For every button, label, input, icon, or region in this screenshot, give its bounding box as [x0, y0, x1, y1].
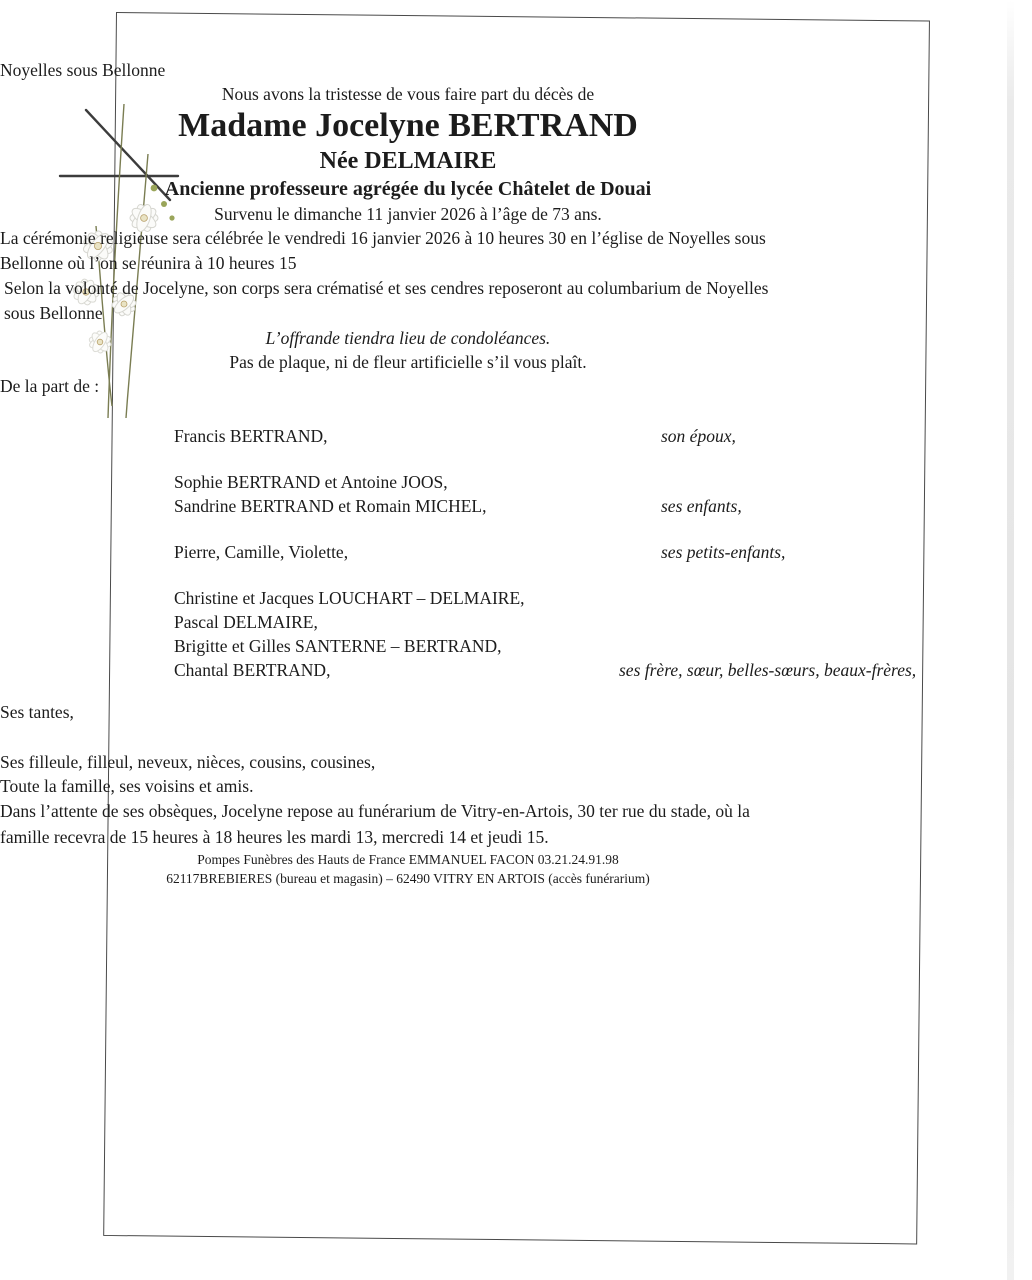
- family-group-children: [174, 470, 1032, 518]
- relation-label: ses petits-enfants,: [661, 542, 786, 562]
- footer-line-2: 62117BREBIERES (bureau et magasin) – 62490 VITRY EN ARTOIS (accès funérarium): [166, 871, 650, 886]
- city-line: Noyelles sous Bellonne: [0, 60, 166, 80]
- family-group-grandchildren: [174, 540, 1032, 564]
- intro-line: Nous avons la tristesse de vous faire part du décès de: [221, 84, 595, 104]
- relation-label: son époux,: [661, 426, 736, 446]
- family-member: Pascal DELMAIRE,: [174, 612, 318, 632]
- family-group-extended: Ses filleule, filleul, neveux, nièces, cousins, cousines,: [0, 752, 376, 772]
- deceased-name: Madame Jocelyne BERTRAND: [178, 107, 638, 144]
- funeral-home-footer: [0, 850, 816, 888]
- cremation-paragraph: Selon la volonté de Jocelyne, son corps sera crématisé et ses cendres reposeront au columbarium de Noyelles sous Bellonne: [4, 278, 769, 323]
- no-plaque-line: Pas de plaque, ni de fleur artificielle s’il vous plaît.: [229, 352, 587, 372]
- family-group-siblings: [174, 586, 1032, 682]
- family-group-spouse: [174, 424, 1032, 448]
- from-label: De la part de :: [0, 376, 100, 396]
- death-date-line: Survenu le dimanche 11 janvier 2026 à l’âge de 73 ans.: [214, 204, 602, 224]
- family-member: Brigitte et Gilles SANTERNE – BERTRAND,: [174, 636, 502, 656]
- family-group-aunts: Ses tantes,: [0, 702, 74, 722]
- offering-line: L’offrande tiendra lieu de condoléances.: [265, 328, 551, 348]
- profession-line: Ancienne professeure agrégée du lycée Châtelet de Douai: [164, 178, 652, 200]
- relation-label: ses enfants,: [661, 496, 742, 516]
- family-member: Christine et Jacques LOUCHART – DELMAIRE,: [174, 588, 525, 608]
- relation-label: ses frère, sœur, belles-sœurs, beaux-frères,: [619, 660, 917, 680]
- family-member: Chantal BERTRAND,: [174, 660, 331, 680]
- family-member: Sophie BERTRAND et Antoine JOOS,: [174, 472, 448, 492]
- footer-line-1: Pompes Funèbres des Hauts de France EMMANUEL FACON 03.21.24.91.98: [197, 852, 619, 867]
- maiden-name: Née DELMAIRE: [319, 148, 497, 174]
- ceremony-paragraph: La cérémonie religieuse sera célébrée le vendredi 16 janvier 2026 à 10 heures 30 en l’église de Noyelles sous Bellonne où l’on se réunira à 10 heures 15: [0, 228, 766, 273]
- family-member: Sandrine BERTRAND et Romain MICHEL,: [174, 496, 487, 516]
- funerarium-paragraph: Dans l’attente de ses obsèques, Jocelyne repose au funérarium de Vitry-en-Artois, 30 ter rue du stade, où la famille recevra de 15 heures à 18 heures les mardi 13, mercredi 14 et jeudi 15.: [0, 801, 750, 847]
- family-member: Francis BERTRAND,: [174, 426, 328, 446]
- family-member: Pierre, Camille, Violette,: [174, 542, 349, 562]
- family-group-friends: Toute la famille, ses voisins et amis.: [0, 776, 254, 796]
